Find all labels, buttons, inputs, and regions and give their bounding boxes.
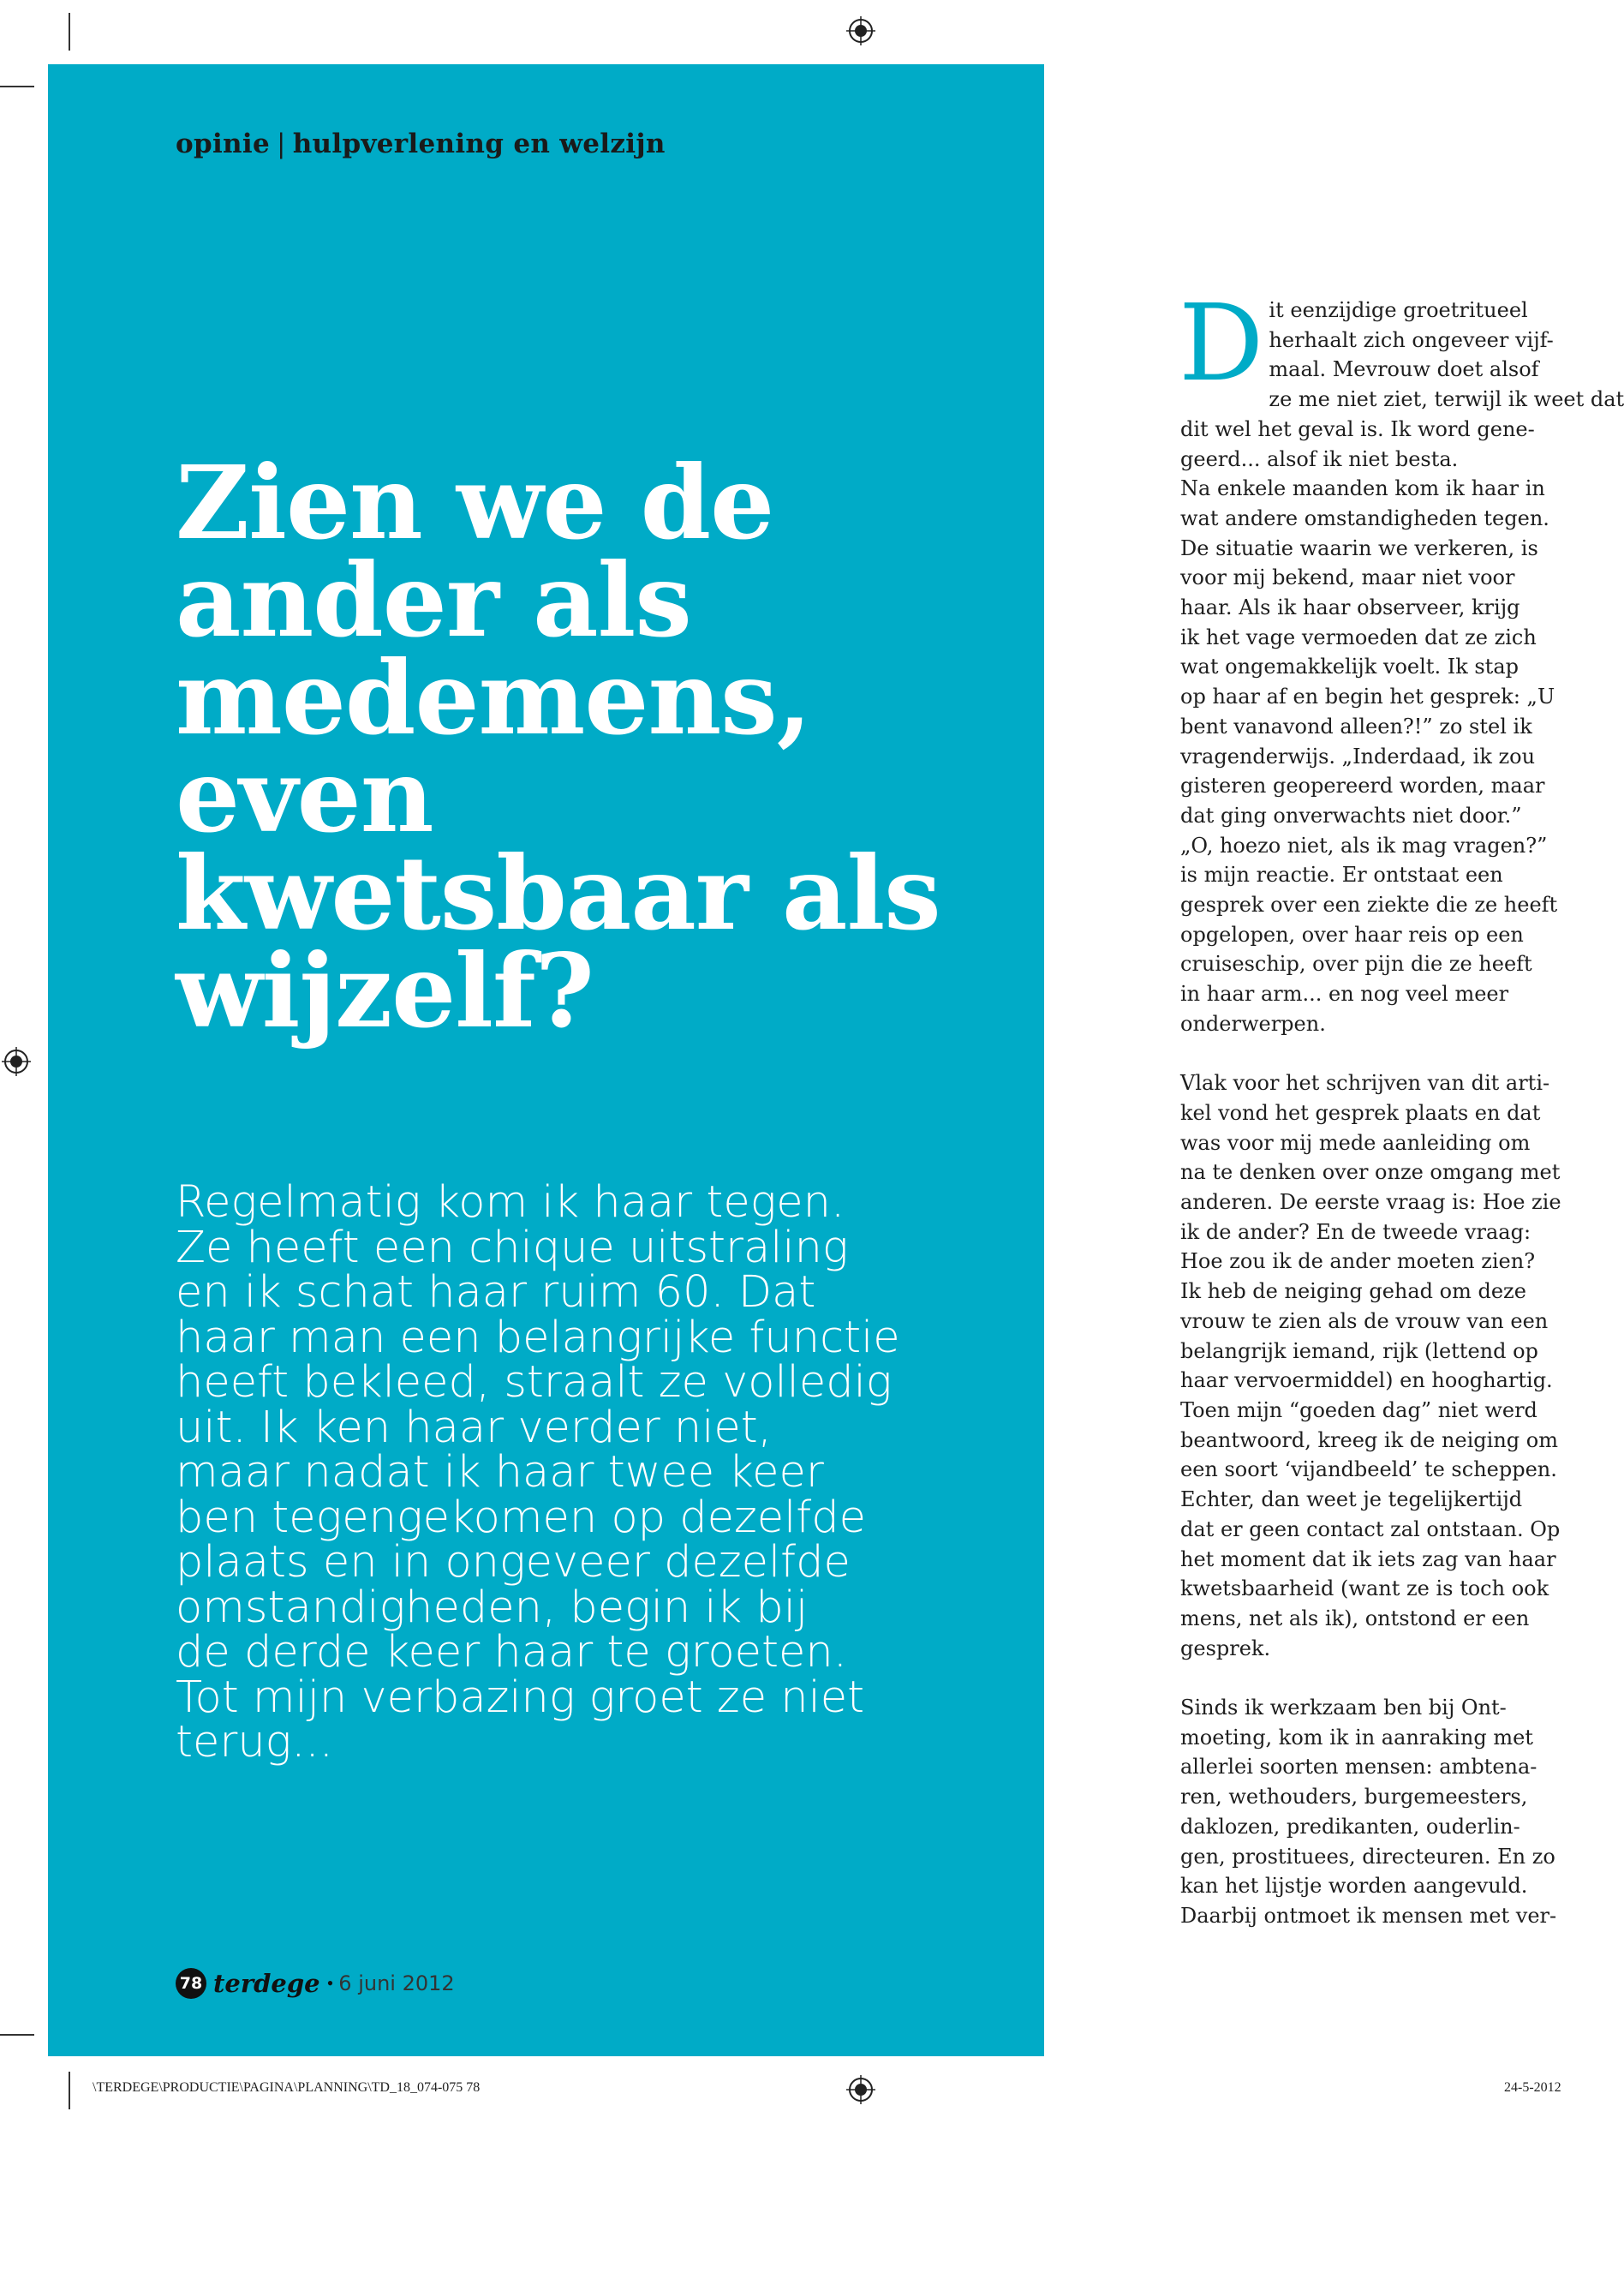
magazine-logo: terdege: [213, 1969, 320, 1998]
intro-line: uit. Ik ken haar verder niet,: [176, 1402, 772, 1453]
body-line: vrouw te zien als de vrouw van een: [1180, 1308, 1549, 1333]
intro-line: plaats en in ongeveer dezelfde: [176, 1537, 851, 1588]
headline-line: medemens,: [176, 638, 811, 757]
intro-line: ben tegengekomen op dezelfde: [176, 1492, 867, 1543]
issue-date: 6 juni 2012: [338, 1971, 455, 1995]
body-line: „O, hoezo niet, als ik mag vragen?”: [1180, 833, 1548, 858]
body-line: kel vond het gesprek plaats en dat: [1180, 1100, 1541, 1125]
body-line: dat er geen contact zal ontstaan. Op: [1180, 1516, 1561, 1541]
drop-cap: D: [1179, 282, 1264, 405]
article-paragraph: [1180, 1693, 1557, 1931]
body-line: opgelopen, over haar reis op een: [1180, 922, 1524, 947]
body-line: dat ging onverwachts niet door.”: [1180, 803, 1522, 828]
body-line: mens, net als ik), ontstond er een: [1180, 1606, 1530, 1630]
body-line: De situatie waarin we verkeren, is: [1180, 535, 1538, 560]
body-line: Daarbij ontmoet ik mensen met ver-: [1180, 1903, 1557, 1928]
body-line: ze me niet ziet, terwijl ik weet dat: [1269, 387, 1624, 412]
headline-line: even: [176, 736, 433, 855]
body-line: anderen. De eerste vraag is: Hoe zie: [1180, 1190, 1561, 1215]
body-line: Toen mijn “goeden dag” niet werd: [1180, 1398, 1537, 1422]
body-line: is mijn reactie. Er ontstaat een: [1180, 863, 1503, 888]
intro-line: de derde keer haar te groeten.: [176, 1627, 847, 1678]
crop-mark: [69, 13, 70, 51]
body-line: kwetsbaarheid (want ze is toch ook: [1180, 1576, 1549, 1601]
intro-line: terug...: [176, 1717, 333, 1768]
intro-line: omstandigheden, begin ik bij: [176, 1582, 809, 1633]
body-line: kan het lijstje worden aangevuld.: [1180, 1874, 1528, 1899]
intro-line: maar nadat ik haar twee keer: [176, 1447, 824, 1498]
section-topic: hulpverlening en welzijn: [292, 129, 666, 159]
article-body: [1179, 282, 1624, 1931]
registration-mark-icon: [846, 16, 875, 45]
article-paragraph: [1180, 1068, 1561, 1663]
body-line: Vlak voor het schrijven van dit arti-: [1180, 1071, 1550, 1096]
headline-line: Zien we de: [176, 443, 774, 562]
registration-mark-icon: [846, 2075, 875, 2104]
body-line: in haar arm... en nog veel meer: [1180, 982, 1509, 1007]
body-line: het moment dat ik iets zag van haar: [1180, 1546, 1556, 1571]
headline: [176, 443, 1032, 1050]
body-line: Hoe zou ik de ander moeten zien?: [1180, 1249, 1536, 1274]
body-line: een soort ‘vijandbeeld’ te scheppen.: [1180, 1457, 1557, 1482]
folio-bullet: •: [326, 1972, 334, 1994]
body-line: op haar af en begin het gesprek: „U: [1180, 685, 1555, 709]
headline-line: wijzelf?: [176, 931, 594, 1050]
section-separator: |: [276, 129, 286, 159]
body-line: gesprek over een ziekte die ze heeft: [1180, 893, 1558, 918]
body-line: Sinds ik werkzaam ben bij Ont-: [1180, 1696, 1507, 1720]
body-line: na te denken over onze omgang met: [1180, 1160, 1561, 1185]
body-line: belangrijk iemand, rijk (lettend op: [1180, 1338, 1538, 1363]
body-line: herhaalt zich ongeveer vijf-: [1269, 327, 1554, 352]
body-line: Ik heb de neiging gehad om deze: [1180, 1279, 1526, 1304]
body-line: haar. Als ik haar observeer, krijg: [1180, 595, 1520, 620]
body-line: ren, wethouders, burgemeesters,: [1180, 1785, 1528, 1809]
body-line: bent vanavond alleen?!” zo stel ik: [1180, 714, 1532, 739]
crop-mark: [0, 86, 34, 87]
article-paragraph: [1179, 282, 1624, 1039]
print-slug-path: \TERDEGE\PRODUCTIE\PAGINA\PLANNING\TD_18_074-075 78: [93, 2080, 481, 2095]
body-line: dit wel het geval is. Ik word gene-: [1180, 416, 1535, 441]
intro-line: heeft bekleed, straalt ze volledig: [176, 1357, 893, 1408]
headline-line: ander als: [176, 541, 691, 660]
body-line: wat andere omstandigheden tegen.: [1180, 505, 1549, 530]
body-line: geerd... alsof ik niet besta.: [1180, 446, 1459, 471]
body-line: moeting, kom ik in aanraking met: [1180, 1725, 1533, 1750]
body-line: it eenzijdige groetritueel: [1269, 298, 1528, 322]
body-line: voor mij bekend, maar niet voor: [1180, 565, 1515, 590]
intro-paragraph: [176, 1177, 1024, 1768]
body-line: haar vervoermiddel) en hooghartig.: [1180, 1368, 1553, 1393]
body-line: beantwoord, kreeg ik de neiging om: [1180, 1427, 1558, 1452]
intro-line: Regelmatig kom ik haar tegen.: [176, 1177, 845, 1228]
intro-line: haar man een belangrijke functie: [176, 1312, 900, 1363]
headline-line: kwetsbaar als: [176, 834, 940, 953]
body-line: wat ongemakkelijk voelt. Ik stap: [1180, 655, 1519, 679]
body-line: allerlei soorten mensen: ambtena-: [1180, 1755, 1537, 1780]
print-slug-date: 24-5-2012: [1504, 2080, 1561, 2095]
body-line: was voor mij mede aanleiding om: [1180, 1130, 1531, 1155]
crop-mark: [0, 2034, 34, 2036]
body-line: onderwerpen.: [1180, 1011, 1326, 1036]
body-line: vragenderwijs. „Inderdaad, ik zou: [1180, 744, 1536, 769]
intro-line: Ze heeft een chique uitstraling: [176, 1222, 849, 1273]
registration-mark-icon: [2, 1047, 31, 1076]
body-line: cruiseschip, over pijn die ze heeft: [1180, 952, 1532, 977]
body-line: gesprek.: [1180, 1636, 1271, 1660]
body-line: Echter, dan weet je tegelijkertijd: [1180, 1487, 1523, 1512]
body-line: maal. Mevrouw doet alsof: [1269, 357, 1539, 382]
intro-line: en ik schat haar ruim 60. Dat: [176, 1267, 816, 1318]
body-line: daklozen, predikanten, ouderlin-: [1180, 1814, 1520, 1839]
section-label: [176, 129, 666, 159]
body-line: ik het vage vermoeden dat ze zich: [1180, 625, 1537, 649]
section-category: opinie: [176, 129, 270, 159]
body-line: ik de ander? En de tweede vraag:: [1180, 1219, 1531, 1244]
body-line: Na enkele maanden kom ik haar in: [1180, 476, 1545, 501]
body-line: gen, prostituees, directeuren. En zo: [1180, 1844, 1555, 1869]
crop-mark: [69, 2072, 70, 2109]
page-number: 78: [176, 1968, 206, 1999]
intro-line: Tot mijn verbazing groet ze niet: [176, 1672, 865, 1723]
folio: [176, 1967, 455, 2000]
body-line: gisteren geopereerd worden, maar: [1180, 774, 1545, 799]
